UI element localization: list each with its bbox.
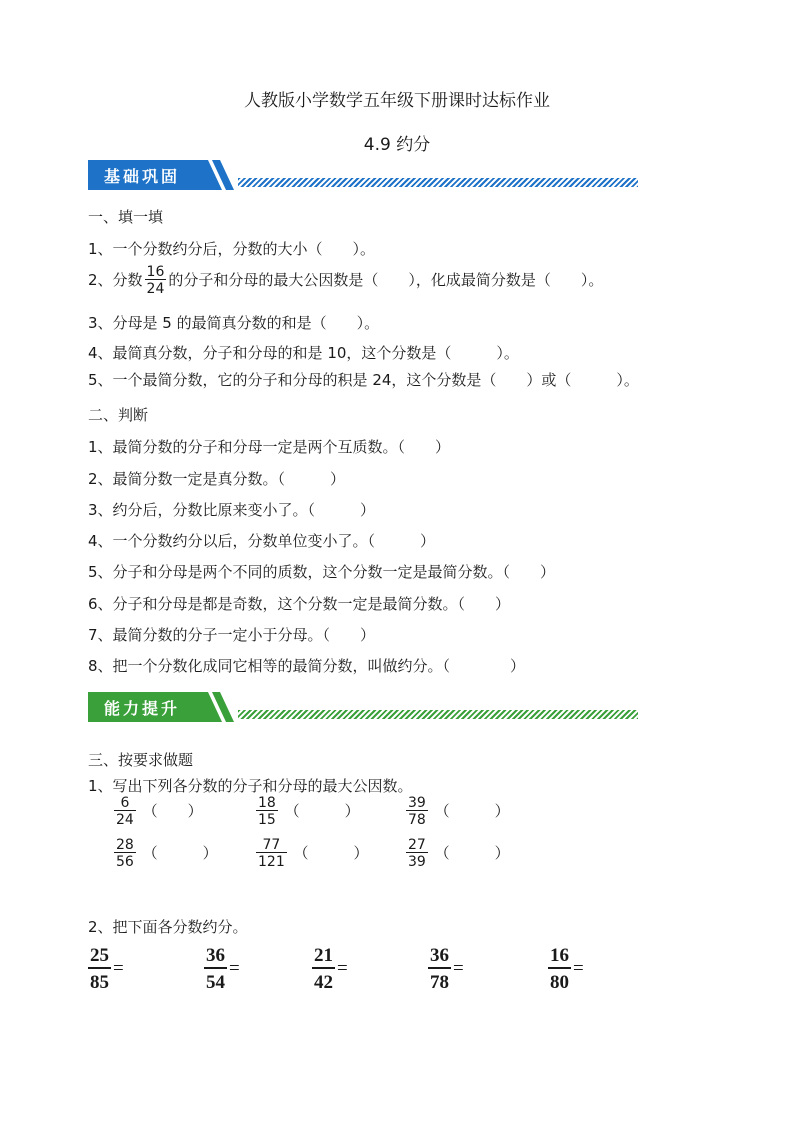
banner-ability-tag <box>88 692 220 722</box>
reduce-item-3 <box>312 946 348 992</box>
fraction-numerator: 16 <box>548 946 571 969</box>
judge-item-2: 2、最简分数一定是真分数。（ ） <box>88 470 346 488</box>
gcd-fraction <box>114 838 136 869</box>
reduce-item-1 <box>88 946 124 992</box>
reduce-fraction <box>312 946 335 992</box>
judge-item-3: 3、约分后，分数比原来变小了。（ ） <box>88 501 376 519</box>
banner-ability-label: 能力提升 <box>104 699 181 718</box>
reduce-item-5 <box>548 946 584 992</box>
gcd-item-3 <box>404 796 510 827</box>
fraction-denominator: 54 <box>206 972 225 993</box>
answer-blank[interactable]: （ ） <box>434 844 510 862</box>
page-title: 人教版小学数学五年级下册课时达标作业 <box>244 91 550 111</box>
fill-question-4: 4、最简真分数，分子和分母的和是 10，这个分数是（ ）。 <box>88 344 519 362</box>
gcd-item-6 <box>404 838 510 869</box>
reduce-item-4 <box>428 946 464 992</box>
gcd-fraction <box>256 838 287 869</box>
fraction-denominator: 15 <box>258 812 276 828</box>
reduce-item-2 <box>204 946 240 992</box>
judge-item-4: 4、一个分数约分以后，分数单位变小了。（ ） <box>88 532 436 550</box>
banner-basic-stripe <box>238 178 638 187</box>
fraction-denominator: 78 <box>430 972 449 993</box>
gcd-fraction <box>406 838 428 869</box>
equals-sign: = <box>337 958 348 979</box>
banner-ability-stripe <box>238 710 638 719</box>
equals-sign: = <box>453 958 464 979</box>
fraction-numerator: 6 <box>114 796 136 811</box>
fraction-16-24 <box>145 265 167 296</box>
fill-question-3: 3、分母是 5 的最简真分数的和是（ ）。 <box>88 314 380 332</box>
fill-question-5: 5、一个最简分数，它的分子和分母的积是 24，这个分数是（ ）或（ ）。 <box>88 371 639 389</box>
equals-sign: = <box>113 958 124 979</box>
banner-ability <box>88 692 644 722</box>
gcd-item-2 <box>254 796 360 827</box>
answer-blank[interactable]: （ ） <box>284 802 360 820</box>
reduce-fraction <box>88 946 111 992</box>
fraction-denominator: 24 <box>116 812 134 828</box>
q2-prefix: 2、分数 <box>88 271 143 289</box>
banner-basic-tag <box>88 160 220 190</box>
fraction-denominator: 78 <box>408 812 426 828</box>
fraction-denominator: 80 <box>550 972 569 993</box>
fraction-numerator: 21 <box>312 946 335 969</box>
fraction-denominator: 85 <box>90 972 109 993</box>
banner-basic <box>88 160 644 190</box>
judge-item-8: 8、把一个分数化成同它相等的最简分数，叫做约分。（ ） <box>88 657 526 675</box>
gcd-question: 1、写出下列各分数的分子和分母的最大公因数。 <box>88 777 413 795</box>
judge-item-5: 5、分子和分母是两个不同的质数，这个分数一定是最简分数。（ ） <box>88 563 556 581</box>
answer-blank[interactable]: （ ） <box>434 802 510 820</box>
judge-item-7: 7、最简分数的分子一定小于分母。（ ） <box>88 626 376 644</box>
gcd-fraction <box>406 796 428 827</box>
fraction-numerator: 36 <box>204 946 227 969</box>
reduce-fraction <box>204 946 227 992</box>
section2-heading: 二、判断 <box>88 406 149 424</box>
banner-basic-label: 基础巩固 <box>104 167 181 186</box>
gcd-item-1 <box>112 796 203 827</box>
reduce-fraction <box>548 946 571 992</box>
judge-item-6: 6、分子和分母是都是奇数，这个分数一定是最简分数。（ ） <box>88 595 511 613</box>
fraction-denominator: 121 <box>258 854 285 870</box>
gcd-item-5 <box>254 838 369 869</box>
reduce-question: 2、把下面各分数约分。 <box>88 918 248 936</box>
fraction-numerator: 77 <box>256 838 287 853</box>
gcd-fraction <box>114 796 136 827</box>
fraction-numerator: 16 <box>146 264 165 280</box>
judge-item-1: 1、最简分数的分子和分母一定是两个互质数。（ ） <box>88 438 451 456</box>
fraction-denominator: 24 <box>146 281 165 297</box>
fraction-denominator: 56 <box>116 854 134 870</box>
answer-blank[interactable]: （ ） <box>142 802 203 820</box>
answer-blank[interactable]: （ ） <box>142 844 218 862</box>
equals-sign: = <box>573 958 584 979</box>
fraction-numerator: 18 <box>258 795 276 811</box>
fraction-numerator: 25 <box>88 946 111 969</box>
fraction-numerator: 27 <box>408 837 426 853</box>
fraction-denominator: 39 <box>408 854 426 870</box>
fraction-numerator: 28 <box>116 837 134 853</box>
fraction-numerator: 36 <box>428 946 451 969</box>
fill-question-2 <box>88 265 603 296</box>
fill-question-1: 1、一个分数约分后，分数的大小（ ）。 <box>88 240 376 258</box>
reduce-fraction <box>428 946 451 992</box>
fraction-numerator: 39 <box>408 795 426 811</box>
section3-heading: 三、按要求做题 <box>88 751 194 769</box>
equals-sign: = <box>229 958 240 979</box>
lesson-subtitle: 4.9 约分 <box>363 135 431 155</box>
q2-suffix: 的分子和分母的最大公因数是（ ），化成最简分数是（ ）。 <box>168 271 604 289</box>
gcd-fraction <box>256 796 278 827</box>
section1-heading: 一、填一填 <box>88 208 164 226</box>
fraction-denominator: 42 <box>314 972 333 993</box>
answer-blank[interactable]: （ ） <box>293 844 369 862</box>
gcd-item-4 <box>112 838 218 869</box>
